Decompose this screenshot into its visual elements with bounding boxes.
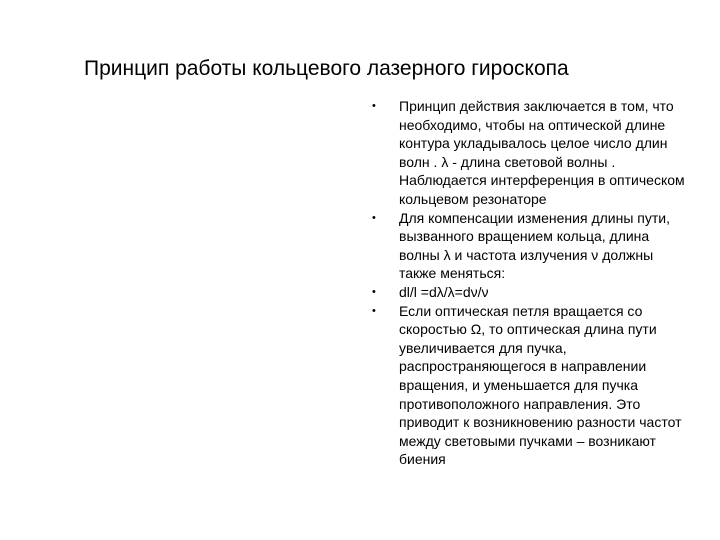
bullet-text: Принцип действия заключается в том, что необходимо, чтобы на оптической длине контура укладывалось целое число длин волн . λ - длина световой волны . Наблюдается интерференция в оптическом кольцевом резонаторе — [399, 98, 685, 207]
bullet-dot-icon: • — [372, 304, 376, 317]
formula-text: dl/l =dλ/λ=dν/ν — [399, 283, 489, 300]
bullet-dot-icon: • — [372, 100, 376, 112]
bullet-item — [368, 283, 688, 302]
bullet-dot-icon: • — [372, 285, 376, 298]
bullet-item — [368, 209, 688, 283]
bullet-item — [368, 302, 688, 469]
bullet-text: Если оптическая петля вращается со скоростью Ω, то оптическая длина пути увеличивается для пучка, распространяющегося в направлении вращения, и уменьшается для пучка противоположного направления. Это приводит к возникновению разности частот между световыми пучками – возникают биения — [399, 302, 682, 468]
bullet-text: Для компенсации изменения длины пути, вызванного вращением кольца, длина волны λ и частота излучения ν должны также меняться: — [399, 209, 670, 282]
slide-title: Принцип работы кольцевого лазерного гироскопа — [84, 57, 569, 80]
bullet-item — [368, 97, 688, 209]
bullet-list — [368, 97, 688, 469]
bullet-dot-icon: • — [372, 211, 376, 224]
